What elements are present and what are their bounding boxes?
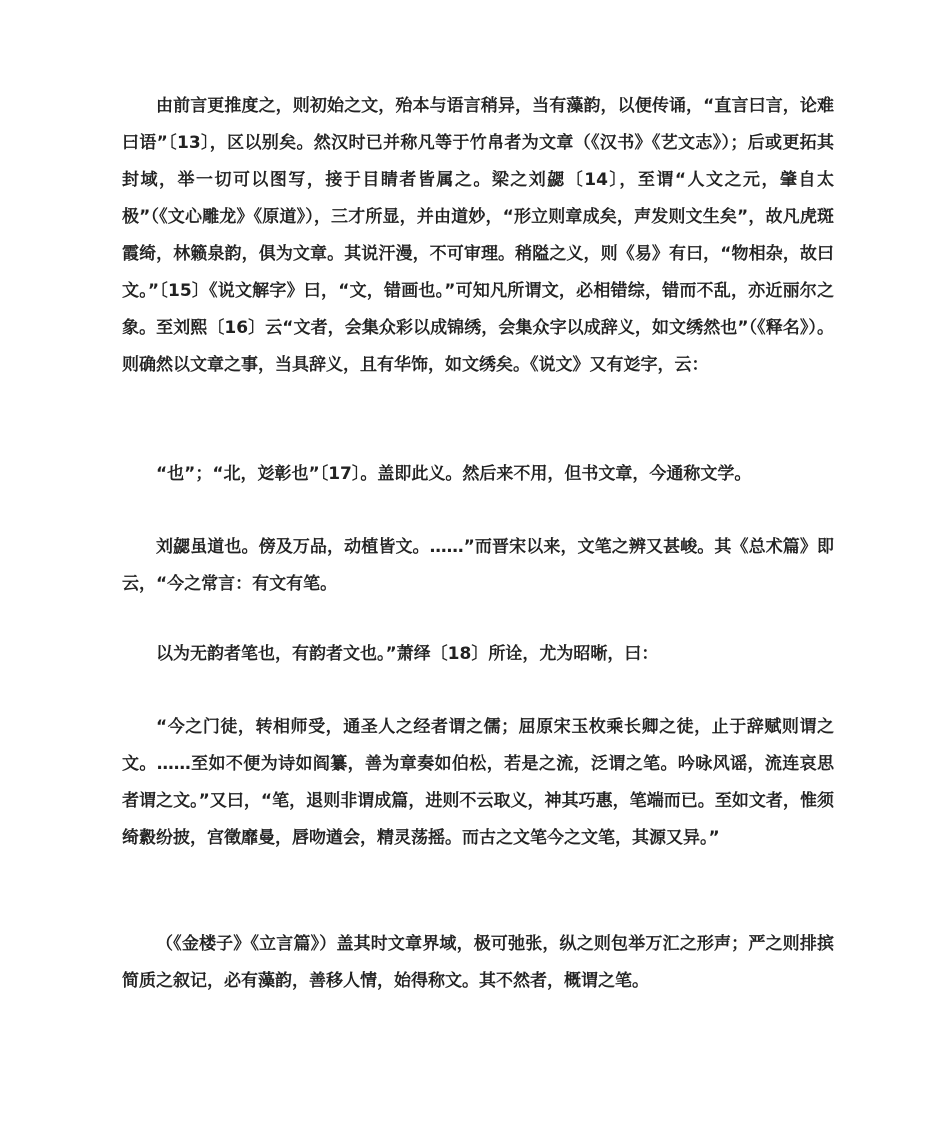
- paragraph-2: “也”；“北，彣彰也”〔17〕。盖即此义。然后来不用，但书文章，今通称文学。: [156, 464, 752, 484]
- paragraph-4: 以为无韵者笔也，有韵者文也。”萧绎〔18〕所诠，尤为昭晰，曰：: [156, 644, 659, 664]
- paragraph-6: （《金楼子》《立言篇》）盖其时文章界域，极可弛张，纵之则包举万汇之形声；严之则排摈简质之叙记，必有藻韵，善移人情，始得称文。其不然者，概谓之笔。: [122, 934, 834, 991]
- paragraph-1: 由前言更推度之，则初始之文，殆本与语言稍异，当有藻韵，以便传诵，“直言曰言，论难曰语”〔13〕，区以别矣。然汉时已并称凡等于竹帛者为文章（《汉书》《艺文志》）；后或更拓其封域，举一切可以图写，接于目睛者皆属之。梁之刘勰〔14〕，至谓“人文之元，肇自太极”（《文心雕龙》《原道》），三才所显，并由道妙，“形立则章成矣，声发则文生矣”，故凡虎斑霞绮，林籁泉韵，俱为文章。其说汗漫，不可审理。稍隘之义，则《易》有曰，“物相杂，故曰文。”〔15〕《说文解字》曰，“文，错画也。”可知凡所谓文，必相错综，错而不乱，亦近丽尔之象。至刘熙〔16〕云“文者，会集众彩以成锦绣，会集众字以成辞义，如文绣然也”（《释名》）。则确然以文章之事，当具辞义，且有华饰，如文绣矣。《说文》又有彣字，云：: [122, 96, 834, 375]
- paragraph-5: “今之门徒，转相师受，通圣人之经者谓之儒；屈原宋玉枚乘长卿之徒，止于辞赋则谓之文。……至如不便为诗如阎纂，善为章奏如伯松，若是之流，泛谓之笔。吟咏风谣，流连哀思者谓之文。”又曰，“笔，退则非谓成篇，进则不云取义，神其巧惠，笔端而已。至如文者，惟须绮縠纷披，宫徵靡曼，唇吻遒会，精灵荡摇。而古之文笔今之文笔，其源又异。”: [122, 717, 834, 848]
- paragraph-3: 刘勰虽道也。傍及万品，动植皆文。……”而晋宋以来，文笔之辨又甚峻。其《总术篇》即云，“今之常言：有文有笔。: [122, 537, 834, 594]
